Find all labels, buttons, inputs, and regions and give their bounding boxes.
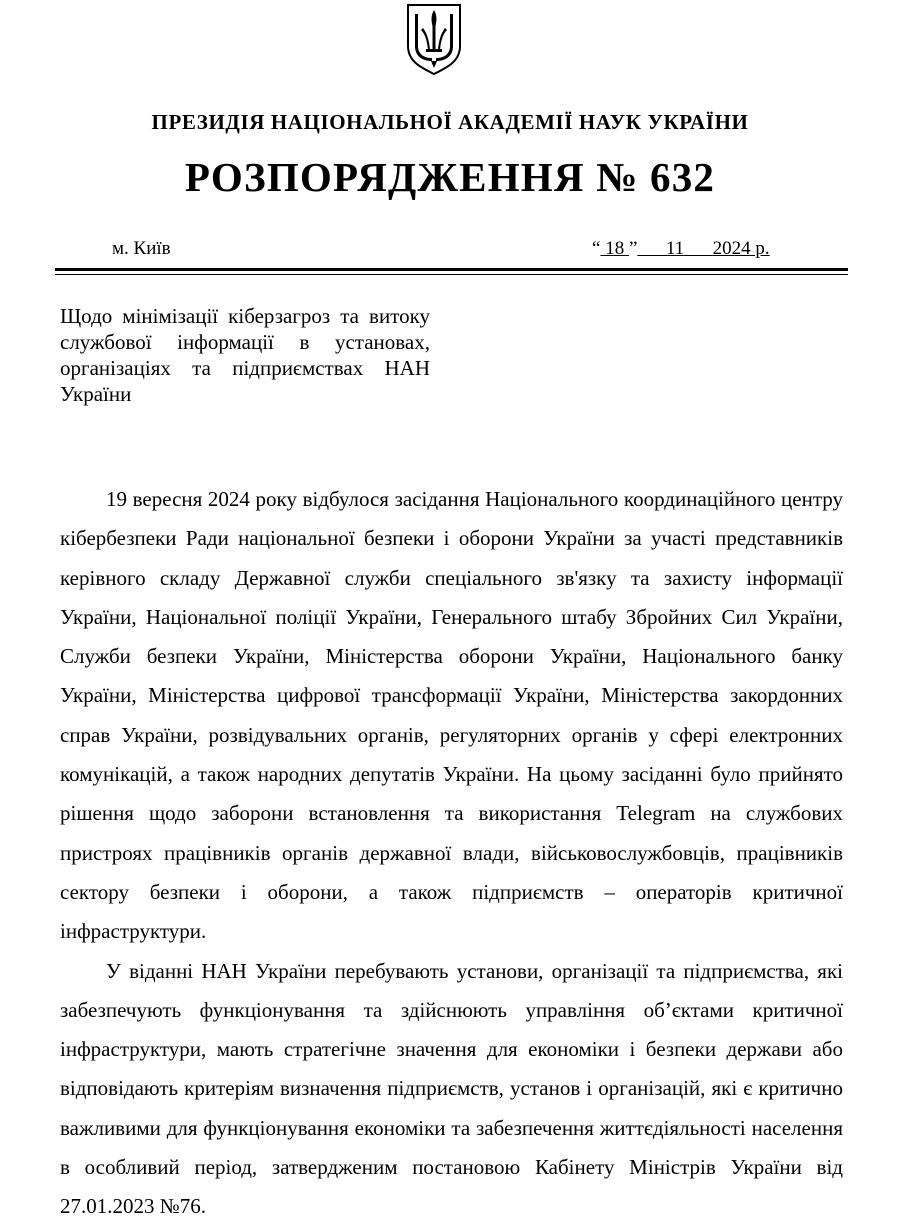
date-year: 2024 р. [712, 238, 770, 259]
date-day: 18 [600, 238, 629, 259]
date-month: 11 [637, 238, 713, 259]
trident-icon [404, 2, 464, 76]
date-close-quote: ” [628, 238, 638, 259]
body-paragraph-2: У віданні НАН України перебувають установи, організації та підприємства, які забезпечують функціонування та здійснюють управління об’єктами критичної інфраструктури, мають стратегічне значення для економіки і безпеки держави або відповідають критеріям визначення підприємств, установ і організацій, які є критично важливими для функціонування економіки та забезпечення життєдіяльності населення в особливий період, затвердженим постановою Кабінету Міністрів України від 27.01.2023 №76. [60, 958, 843, 1219]
document-body [60, 480, 843, 1224]
document-city: м. Київ [112, 238, 171, 259]
document-subject: Щодо мінімізації кіберзагроз та витоку службової інформації в установах, організаціях та підприємствах НАН України [60, 304, 430, 406]
document-title: РОЗПОРЯДЖЕННЯ № 632 [184, 154, 716, 200]
organization-name: ПРЕЗИДІЯ НАЦІОНАЛЬНОЇ АКАДЕМІЇ НАУК УКРАЇНИ [151, 110, 749, 134]
document-date [592, 238, 770, 260]
header-divider-thin [55, 274, 848, 275]
date-open-quote: “ [592, 238, 601, 259]
body-paragraph-1: 19 вересня 2024 року відбулося засідання Національного координаційного центру кібербезпеки Ради національної безпеки і оборони України за участі представників керівного складу Державної служби спеціального зв'язку та захисту інформації України, Національної поліції України, Генерального штабу Збройних Сил України, Служби безпеки України, Міністерства оборони України, Національного банку України, Міністерства цифрової трансформації України, Міністерства закордонних справ України, розвідувальних органів, регуляторних органів у сфері електронних комунікацій, а також народних депутатів України. На цьому засіданні було прийнято рішення щодо заборони встановлення та використання Telegram на службових пристроях працівників органів державної влади, військовослужбовців, працівників сектору безпеки і оборони, а також підприємств – операторів критичної інфраструктури. [60, 487, 843, 944]
header-divider-thick [55, 268, 848, 271]
